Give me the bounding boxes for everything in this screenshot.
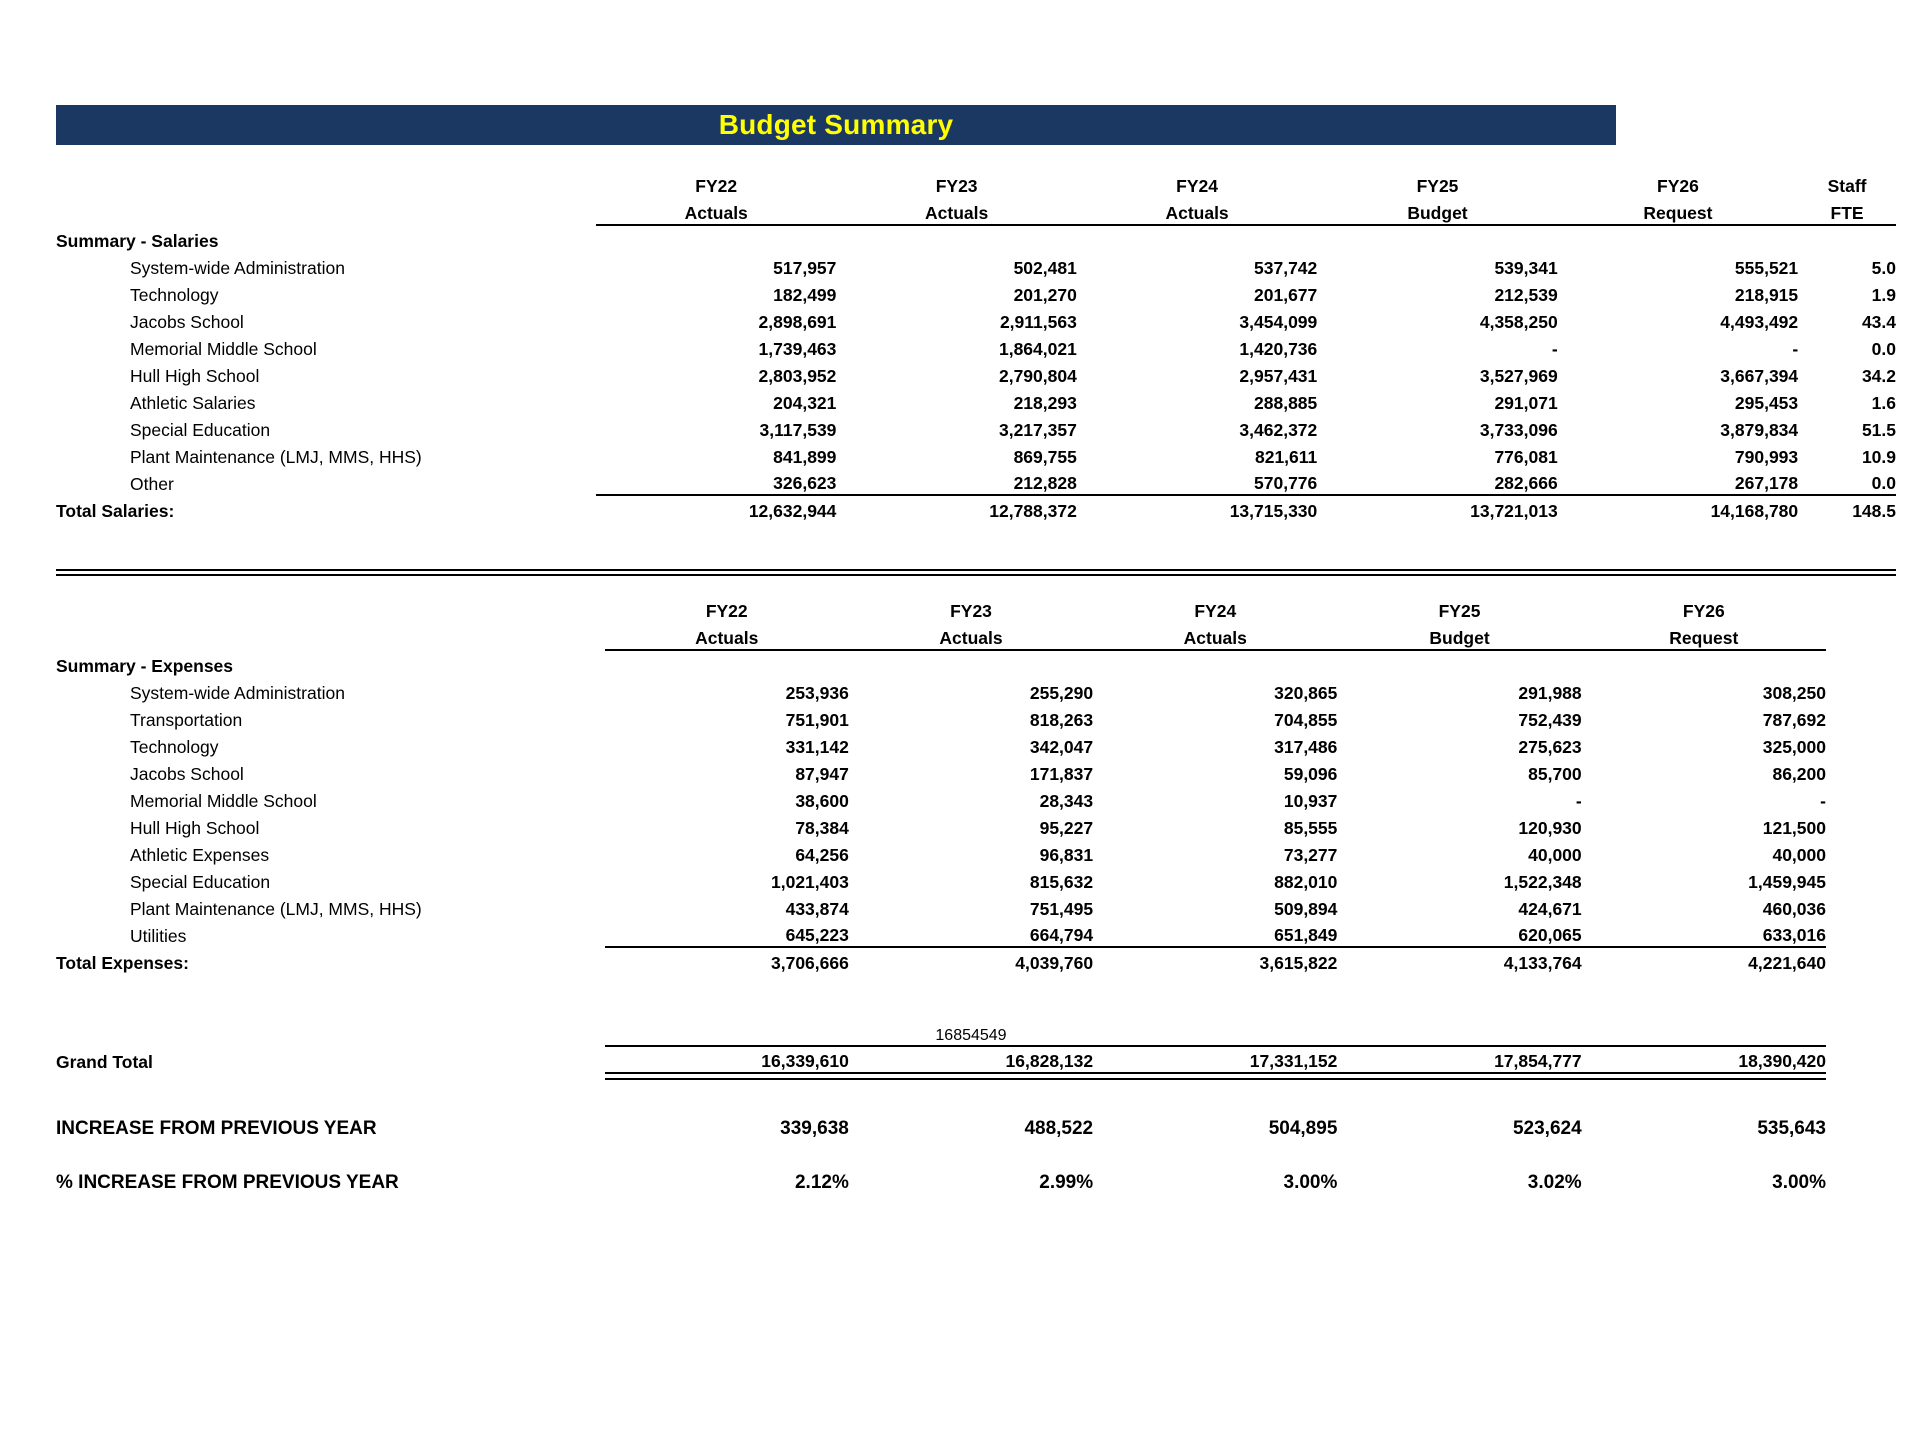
expenses-col-year-2: FY24 bbox=[1194, 601, 1237, 621]
row-value: 10,937 bbox=[1283, 791, 1338, 811]
section-divider bbox=[56, 569, 1896, 576]
row-fte: 5.0 bbox=[1871, 258, 1896, 278]
row-value: 78,384 bbox=[795, 818, 849, 838]
row-value: 331,142 bbox=[785, 737, 849, 757]
row-label: Special Education bbox=[130, 872, 271, 892]
expenses-total-row bbox=[56, 947, 1826, 974]
expenses-header-blank bbox=[56, 595, 605, 622]
increase-value: 523,624 bbox=[1512, 1118, 1582, 1139]
increase-row bbox=[56, 1109, 1826, 1149]
increase-value: 535,643 bbox=[1757, 1118, 1826, 1139]
salaries-total-row bbox=[56, 495, 1896, 522]
spacer-cell bbox=[1337, 1022, 1581, 1046]
row-value: 2,957,431 bbox=[1239, 366, 1318, 386]
salaries-col-year-0: FY22 bbox=[695, 176, 738, 196]
row-label: System-wide Administration bbox=[130, 683, 345, 703]
table-row bbox=[56, 306, 1896, 333]
spacer-row bbox=[56, 1079, 1826, 1109]
expenses-col-year-0: FY22 bbox=[705, 601, 748, 621]
spacer-cell bbox=[1558, 225, 1798, 252]
salaries-col-year-1: FY23 bbox=[935, 176, 978, 196]
spacer-cell bbox=[1337, 650, 1581, 677]
spacer-cell bbox=[596, 225, 836, 252]
salaries-total-value: 13,721,013 bbox=[1470, 501, 1558, 521]
spacer-cell bbox=[605, 650, 849, 677]
salaries-header-blank-2 bbox=[56, 197, 596, 225]
salaries-table bbox=[56, 170, 1896, 522]
row-value: 218,915 bbox=[1734, 285, 1799, 305]
row-value: 320,865 bbox=[1274, 683, 1338, 703]
row-value: 204,321 bbox=[773, 393, 837, 413]
row-fte: 34.2 bbox=[1861, 366, 1896, 386]
table-row bbox=[56, 441, 1896, 468]
row-value: 509,894 bbox=[1274, 899, 1338, 919]
row-value: 3,117,539 bbox=[759, 420, 837, 440]
row-label: Hull High School bbox=[130, 366, 260, 386]
row-value: 2,911,563 bbox=[999, 312, 1077, 332]
row-value: 3,462,372 bbox=[1239, 420, 1318, 440]
row-value: 267,178 bbox=[1558, 468, 1798, 495]
row-value: 841,899 bbox=[773, 447, 837, 467]
spacer-cell bbox=[605, 1149, 849, 1163]
row-label: System-wide Administration bbox=[130, 258, 345, 278]
expenses-section-label-row bbox=[56, 650, 1826, 677]
row-label: Athletic Salaries bbox=[130, 393, 256, 413]
row-value: 2,790,804 bbox=[998, 366, 1077, 386]
table-row bbox=[56, 677, 1826, 704]
stray-note: 16854549 bbox=[935, 1027, 1007, 1044]
table-row bbox=[56, 920, 1826, 947]
row-fte: 43.4 bbox=[1861, 312, 1896, 332]
grand-total-value: 18,390,420 bbox=[1582, 1046, 1826, 1073]
row-value: 539,341 bbox=[1494, 258, 1558, 278]
salaries-col-year-5: Staff bbox=[1827, 176, 1867, 196]
spacer-cell bbox=[849, 650, 1093, 677]
row-value: 282,666 bbox=[1317, 468, 1557, 495]
row-value: 751,495 bbox=[1029, 899, 1094, 919]
row-label: Jacobs School bbox=[130, 312, 244, 332]
row-value: 3,527,969 bbox=[1479, 366, 1558, 386]
salaries-total-value: 14,168,780 bbox=[1710, 501, 1799, 521]
row-value: - bbox=[1575, 791, 1582, 811]
spacer-cell bbox=[1798, 225, 1896, 252]
row-label: Special Education bbox=[130, 420, 271, 440]
pct-increase-label: % INCREASE FROM PREVIOUS YEAR bbox=[56, 1172, 399, 1193]
row-fte: 0.0 bbox=[1798, 468, 1896, 495]
spacer-cell bbox=[1582, 1079, 1826, 1109]
expenses-header-blank-2 bbox=[56, 622, 605, 650]
row-value: 460,036 bbox=[1762, 899, 1826, 919]
salaries-total-fte: 148.5 bbox=[1852, 501, 1896, 521]
row-value: 120,930 bbox=[1518, 818, 1582, 838]
row-fte: 51.5 bbox=[1861, 420, 1896, 440]
row-fte: 0.0 bbox=[1871, 339, 1896, 359]
pct-increase-value: 3.00% bbox=[1772, 1172, 1826, 1193]
expenses-col-kind-2: Actuals bbox=[1093, 622, 1337, 650]
row-value: 212,539 bbox=[1494, 285, 1558, 305]
row-value: 1,420,736 bbox=[1239, 339, 1318, 359]
row-value: 1,459,945 bbox=[1748, 872, 1826, 892]
row-fte: 1.9 bbox=[1871, 285, 1896, 305]
row-value: 790,993 bbox=[1734, 447, 1799, 467]
row-value: 171,837 bbox=[1029, 764, 1094, 784]
spacer-cell bbox=[56, 1022, 605, 1046]
row-label: Memorial Middle School bbox=[130, 791, 317, 811]
salaries-total-value: 13,715,330 bbox=[1229, 501, 1318, 521]
row-value: 275,623 bbox=[1518, 737, 1582, 757]
row-label: Technology bbox=[130, 737, 219, 757]
expenses-total-value: 4,221,640 bbox=[1748, 953, 1826, 973]
row-value: 59,096 bbox=[1283, 764, 1338, 784]
table-row bbox=[56, 387, 1896, 414]
table-row bbox=[56, 785, 1826, 812]
salaries-col-kind-1: Actuals bbox=[836, 197, 1076, 225]
row-value: 212,828 bbox=[836, 468, 1076, 495]
expenses-total-label: Total Expenses: bbox=[56, 953, 189, 973]
row-value: 73,277 bbox=[1283, 845, 1338, 865]
table-row bbox=[56, 468, 1896, 495]
row-value: 86,200 bbox=[1772, 764, 1826, 784]
row-value: 40,000 bbox=[1528, 845, 1582, 865]
row-label: Plant Maintenance (LMJ, MMS, HHS) bbox=[130, 899, 422, 919]
row-value: 815,632 bbox=[1029, 872, 1094, 892]
row-value: 664,794 bbox=[849, 920, 1093, 947]
table-row bbox=[56, 360, 1896, 387]
spacer-cell bbox=[1582, 650, 1826, 677]
page-title: Budget Summary bbox=[718, 109, 954, 140]
row-value: 4,493,492 bbox=[1720, 312, 1799, 332]
row-value: 288,885 bbox=[1254, 393, 1318, 413]
page-title-banner bbox=[56, 105, 1616, 145]
salaries-col-year-4: FY26 bbox=[1657, 176, 1699, 196]
row-value: 64,256 bbox=[795, 845, 849, 865]
row-value: 96,831 bbox=[1039, 845, 1094, 865]
row-value: 818,263 bbox=[1029, 710, 1094, 730]
expenses-total-value: 4,133,764 bbox=[1503, 953, 1582, 973]
expenses-col-year-3: FY25 bbox=[1438, 601, 1481, 621]
row-value: 651,849 bbox=[1093, 920, 1337, 947]
row-value: 326,623 bbox=[596, 468, 836, 495]
spacer-row bbox=[56, 1149, 1826, 1163]
pct-increase-value: 3.00% bbox=[1283, 1172, 1338, 1193]
grand-total-value: 16,339,610 bbox=[605, 1046, 849, 1073]
spacer-cell bbox=[1093, 1022, 1337, 1046]
increase-label: INCREASE FROM PREVIOUS YEAR bbox=[56, 1118, 377, 1139]
row-value: 869,755 bbox=[1013, 447, 1077, 467]
row-value: - bbox=[1820, 791, 1826, 811]
row-value: 502,481 bbox=[1013, 258, 1077, 278]
salaries-col-kind-2: Actuals bbox=[1077, 197, 1317, 225]
table-row bbox=[56, 279, 1896, 306]
row-label: Plant Maintenance (LMJ, MMS, HHS) bbox=[130, 447, 422, 467]
increase-value: 504,895 bbox=[1268, 1118, 1338, 1139]
grand-total-row bbox=[56, 1046, 1826, 1073]
row-label: Memorial Middle School bbox=[130, 339, 317, 359]
row-label: Transportation bbox=[130, 710, 243, 730]
row-label: Technology bbox=[130, 285, 219, 305]
row-value: 517,957 bbox=[773, 258, 837, 278]
row-value: 704,855 bbox=[1274, 710, 1338, 730]
salaries-col-kind-4: Request bbox=[1558, 197, 1798, 225]
row-value: 317,486 bbox=[1274, 737, 1338, 757]
table-row bbox=[56, 414, 1896, 441]
row-value: 255,290 bbox=[1029, 683, 1094, 703]
expenses-col-kind-4: Request bbox=[1582, 622, 1826, 650]
expenses-col-kind-3: Budget bbox=[1337, 622, 1581, 650]
spacer-cell bbox=[836, 225, 1076, 252]
pct-increase-value: 3.02% bbox=[1527, 1172, 1582, 1193]
row-value: 570,776 bbox=[1077, 468, 1317, 495]
row-value: 633,016 bbox=[1582, 920, 1826, 947]
row-value: 433,874 bbox=[785, 899, 849, 919]
row-value: 1,739,463 bbox=[758, 339, 837, 359]
row-value: 121,500 bbox=[1762, 818, 1826, 838]
row-value: 4,358,250 bbox=[1479, 312, 1558, 332]
salaries-header-year-row bbox=[56, 170, 1896, 197]
row-value: 3,667,394 bbox=[1720, 366, 1799, 386]
row-value: 1,864,021 bbox=[998, 339, 1077, 359]
salaries-section-label-row bbox=[56, 225, 1896, 252]
salaries-col-kind-5: FTE bbox=[1798, 197, 1896, 225]
row-value: 28,343 bbox=[1039, 791, 1094, 811]
table-row bbox=[56, 704, 1826, 731]
row-value: 308,250 bbox=[1762, 683, 1826, 703]
row-value: 85,555 bbox=[1283, 818, 1338, 838]
grand-total-value: 16,828,132 bbox=[849, 1046, 1093, 1073]
row-value: 882,010 bbox=[1274, 872, 1338, 892]
table-row bbox=[56, 839, 1826, 866]
row-value: - bbox=[1792, 339, 1799, 359]
grand-total-value: 17,854,777 bbox=[1337, 1046, 1581, 1073]
row-value: 182,499 bbox=[773, 285, 837, 305]
row-value: 821,611 bbox=[1254, 447, 1318, 467]
row-value: - bbox=[1551, 339, 1558, 359]
pct-increase-row bbox=[56, 1163, 1826, 1203]
spacer-cell bbox=[1582, 1149, 1826, 1163]
totals-table bbox=[56, 1022, 1826, 1203]
expenses-header-kind-row bbox=[56, 622, 1826, 650]
row-value: 95,227 bbox=[1039, 818, 1094, 838]
row-value: 201,270 bbox=[1013, 285, 1077, 305]
row-value: 752,439 bbox=[1518, 710, 1582, 730]
expenses-col-kind-0: Actuals bbox=[605, 622, 849, 650]
row-value: 85,700 bbox=[1528, 764, 1582, 784]
salaries-total-value: 12,632,944 bbox=[748, 501, 837, 521]
salaries-col-year-2: FY24 bbox=[1176, 176, 1218, 196]
row-value: 3,217,357 bbox=[998, 420, 1077, 440]
expenses-table bbox=[56, 595, 1826, 974]
pct-increase-value: 2.12% bbox=[794, 1172, 849, 1193]
expenses-total-value: 3,615,822 bbox=[1259, 953, 1338, 973]
expenses-header-year-row bbox=[56, 595, 1826, 622]
row-value: 342,047 bbox=[1029, 737, 1094, 757]
row-value: 38,600 bbox=[795, 791, 849, 811]
row-value: 776,081 bbox=[1494, 447, 1558, 467]
row-label: Athletic Expenses bbox=[130, 845, 270, 865]
row-value: 3,454,099 bbox=[1239, 312, 1318, 332]
salaries-col-kind-0: Actuals bbox=[596, 197, 836, 225]
expenses-col-year-1: FY23 bbox=[950, 601, 992, 621]
increase-value: 339,638 bbox=[780, 1118, 849, 1139]
row-value: 253,936 bbox=[785, 683, 849, 703]
grand-total-label: Grand Total bbox=[56, 1052, 153, 1072]
spacer-cell bbox=[1317, 225, 1557, 252]
spacer-cell bbox=[605, 1022, 849, 1046]
row-label: Hull High School bbox=[130, 818, 260, 838]
spacer-cell bbox=[1582, 1022, 1826, 1046]
row-value: 3,879,834 bbox=[1720, 420, 1799, 440]
row-value: 295,453 bbox=[1734, 393, 1799, 413]
spacer-cell bbox=[605, 1079, 849, 1109]
row-value: 291,988 bbox=[1518, 683, 1582, 703]
row-value: 201,677 bbox=[1254, 285, 1318, 305]
spacer-cell bbox=[1337, 1079, 1581, 1109]
table-row bbox=[56, 812, 1826, 839]
row-value: 787,692 bbox=[1762, 710, 1826, 730]
salaries-col-kind-3: Budget bbox=[1317, 197, 1557, 225]
row-label: Other bbox=[130, 474, 174, 494]
table-row bbox=[56, 252, 1896, 279]
expenses-section-label: Summary - Expenses bbox=[56, 656, 234, 676]
expenses-col-year-4: FY26 bbox=[1682, 601, 1725, 621]
grand-total-value: 17,331,152 bbox=[1093, 1046, 1337, 1073]
pct-increase-value: 2.99% bbox=[1039, 1172, 1094, 1193]
salaries-section-label: Summary - Salaries bbox=[56, 231, 219, 251]
spacer-cell bbox=[1093, 650, 1337, 677]
spacer-cell bbox=[849, 1149, 1093, 1163]
increase-value: 488,522 bbox=[1024, 1118, 1094, 1139]
row-value: 3,733,096 bbox=[1479, 420, 1558, 440]
spacer-cell bbox=[56, 1149, 605, 1163]
expenses-total-value: 4,039,760 bbox=[1015, 953, 1094, 973]
spacer-cell bbox=[1093, 1079, 1337, 1109]
row-value: 2,803,952 bbox=[758, 366, 837, 386]
row-value: 218,293 bbox=[1013, 393, 1077, 413]
table-row bbox=[56, 866, 1826, 893]
table-row bbox=[56, 333, 1896, 360]
spacer-cell bbox=[849, 1079, 1093, 1109]
row-value: 40,000 bbox=[1772, 845, 1826, 865]
table-row bbox=[56, 731, 1826, 758]
salaries-col-year-3: FY25 bbox=[1416, 176, 1459, 196]
salaries-header-kind-row bbox=[56, 197, 1896, 225]
row-value: 291,071 bbox=[1494, 393, 1558, 413]
row-label: Utilities bbox=[130, 926, 187, 946]
expenses-total-value: 3,706,666 bbox=[771, 953, 849, 973]
stray-note-row bbox=[56, 1022, 1826, 1046]
row-value: 87,947 bbox=[795, 764, 849, 784]
row-value: 2,898,691 bbox=[758, 312, 837, 332]
row-value: 1,522,348 bbox=[1503, 872, 1582, 892]
spacer-cell bbox=[1337, 1149, 1581, 1163]
row-value: 424,671 bbox=[1518, 899, 1582, 919]
table-row bbox=[56, 758, 1826, 785]
spacer-cell bbox=[1077, 225, 1317, 252]
salaries-total-value: 12,788,372 bbox=[989, 501, 1077, 521]
table-row bbox=[56, 893, 1826, 920]
row-value: 1,021,403 bbox=[771, 872, 849, 892]
row-value: 751,901 bbox=[785, 710, 849, 730]
spacer-cell bbox=[56, 1079, 605, 1109]
row-value: 325,000 bbox=[1762, 737, 1826, 757]
row-fte: 10.9 bbox=[1861, 447, 1896, 467]
salaries-total-label: Total Salaries: bbox=[56, 501, 175, 521]
salaries-header-blank bbox=[56, 170, 596, 197]
row-label: Jacobs School bbox=[130, 764, 244, 784]
row-fte: 1.6 bbox=[1871, 393, 1896, 413]
row-value: 555,521 bbox=[1734, 258, 1799, 278]
row-value: 620,065 bbox=[1337, 920, 1581, 947]
row-value: 645,223 bbox=[605, 920, 849, 947]
spacer-cell bbox=[1093, 1149, 1337, 1163]
expenses-col-kind-1: Actuals bbox=[849, 622, 1093, 650]
row-value: 537,742 bbox=[1254, 258, 1318, 278]
